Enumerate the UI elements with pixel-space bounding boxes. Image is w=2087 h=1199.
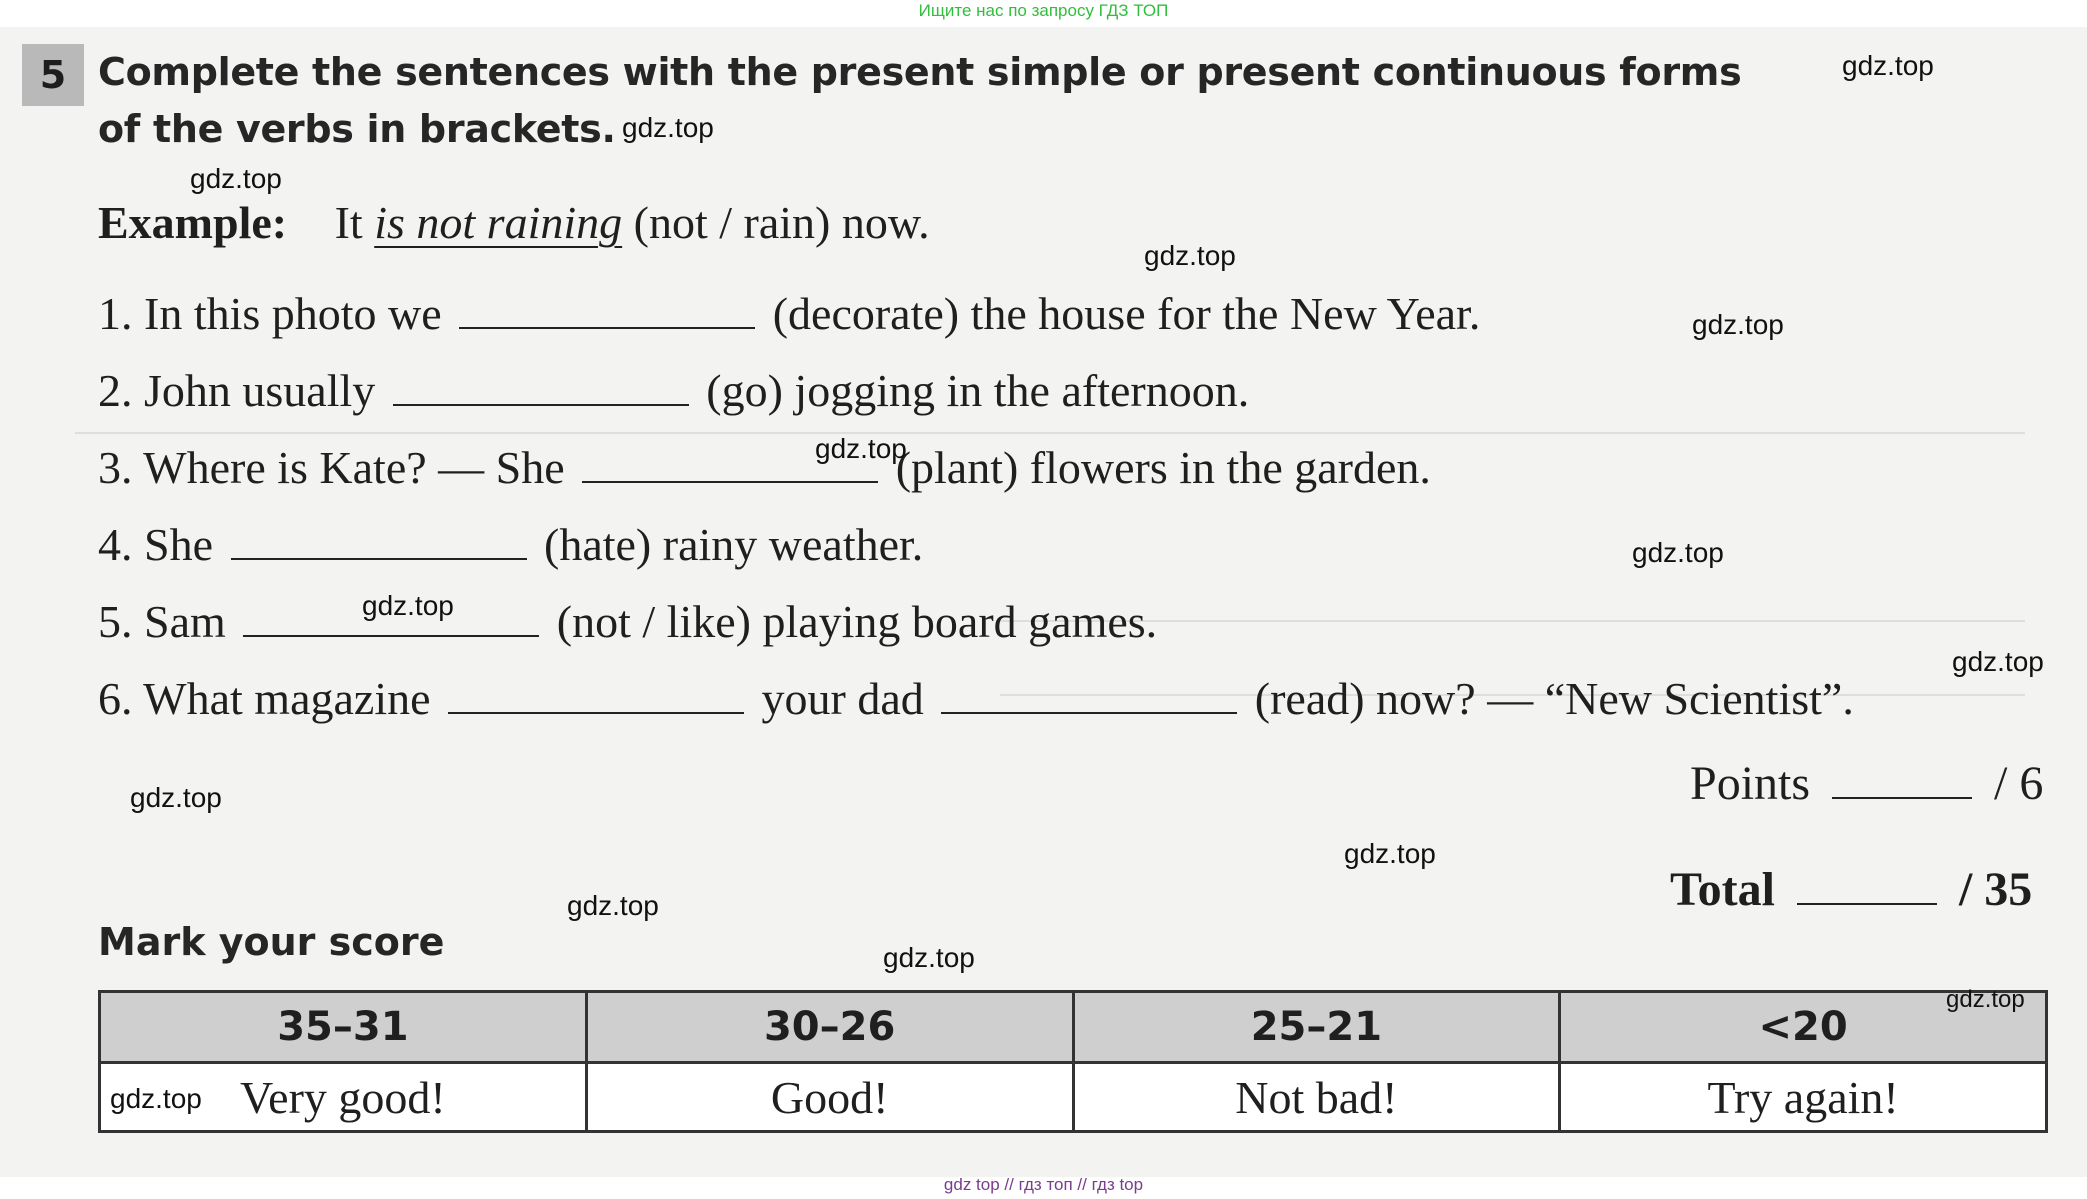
item-number: 3. <box>98 442 133 493</box>
example-before: It <box>334 197 363 248</box>
item-after: (hate) rainy weather. <box>544 519 924 570</box>
item-before: Where is Kate? — She <box>143 442 565 493</box>
item-after: (not / like) playing board games. <box>556 596 1158 647</box>
item-middle: your dad <box>761 673 924 724</box>
sentence-2 <box>98 364 1249 417</box>
sentence-1 <box>98 287 1480 340</box>
sentence-6 <box>98 672 1854 725</box>
watermark: gdz.top <box>815 433 907 464</box>
example-after: (not / rain) now. <box>633 197 930 248</box>
bottom-links[interactable]: gdz top // гдз топ // гдз top <box>943 1175 1144 1194</box>
item-number: 2. <box>98 365 133 416</box>
score-range: 25–21 <box>1073 992 1560 1063</box>
item-before: Sam <box>144 596 226 647</box>
watermark: gdz.top <box>130 782 222 813</box>
total-blank[interactable] <box>1797 902 1937 905</box>
example-answer: is not raining <box>374 197 623 248</box>
instruction-line-2: of the verbs in brackets. <box>98 107 616 151</box>
watermark: gdz.top <box>622 112 714 143</box>
score-result: Not bad! <box>1073 1063 1560 1132</box>
answer-blank[interactable] <box>941 711 1237 714</box>
answer-blank[interactable] <box>393 403 689 406</box>
score-result: Good! <box>586 1063 1073 1132</box>
score-table <box>98 990 2048 1133</box>
item-after: (go) jogging in the afternoon. <box>706 365 1250 416</box>
watermark: gdz.top <box>1946 986 2025 1013</box>
answer-blank[interactable] <box>448 711 744 714</box>
answer-blank[interactable] <box>459 326 755 329</box>
watermark: gdz.top <box>1952 646 2044 677</box>
item-before: She <box>144 519 213 570</box>
watermark: gdz.top <box>883 942 975 973</box>
item-before: What magazine <box>143 673 431 724</box>
watermark: gdz.top <box>1344 838 1436 869</box>
item-before: John usually <box>144 365 376 416</box>
watermark: gdz.top <box>110 1083 202 1114</box>
sentence-5 <box>98 595 1157 648</box>
answer-blank[interactable] <box>231 557 527 560</box>
points-blank[interactable] <box>1832 796 1972 799</box>
watermark: gdz.top <box>190 163 282 194</box>
score-range-row <box>100 992 2047 1063</box>
watermark: gdz.top <box>1632 537 1724 568</box>
background-rule <box>75 432 2025 434</box>
top-search-link[interactable]: Ищите нас по запросу ГДЗ ТОП <box>918 1 1169 20</box>
item-before: In this photo we <box>144 288 442 339</box>
total-label: Total <box>1670 863 1775 916</box>
item-number: 5. <box>98 596 133 647</box>
item-number: 1. <box>98 288 133 339</box>
answer-blank[interactable] <box>243 634 539 637</box>
item-after: (decorate) the house for the New Year. <box>772 288 1481 339</box>
example-label: Example: <box>98 197 288 248</box>
sentence-4 <box>98 518 923 571</box>
score-range: 35–31 <box>100 992 587 1063</box>
sentence-3 <box>98 441 1431 494</box>
score-range: <20 <box>1560 992 2047 1063</box>
points-label: Points <box>1690 757 1811 810</box>
score-result-row <box>100 1063 2047 1132</box>
exercise-number: 5 <box>22 44 84 106</box>
points-max: / 6 <box>1994 757 2044 810</box>
points-line <box>1690 756 2043 811</box>
instruction-line-1: Complete the sentences with the present simple or present continuous forms <box>98 50 1742 94</box>
watermark: gdz.top <box>362 590 454 621</box>
score-result: Try again! <box>1560 1063 2047 1132</box>
answer-blank[interactable] <box>582 480 878 483</box>
watermark: gdz.top <box>1144 240 1236 271</box>
total-line <box>1670 862 2032 917</box>
example-line <box>98 196 930 249</box>
item-after: (plant) flowers in the garden. <box>895 442 1431 493</box>
item-number: 4. <box>98 519 133 570</box>
total-max: / 35 <box>1958 863 2033 916</box>
score-range: 30–26 <box>586 992 1073 1063</box>
watermark: gdz.top <box>1692 309 1784 340</box>
score-result: Very good! <box>100 1063 587 1132</box>
watermark: gdz.top <box>1842 50 1934 81</box>
watermark: gdz.top <box>567 890 659 921</box>
item-number: 6. <box>98 673 133 724</box>
item-after: (read) now? — “New Scientist”. <box>1254 673 1854 724</box>
score-title: Mark your score <box>98 920 445 964</box>
